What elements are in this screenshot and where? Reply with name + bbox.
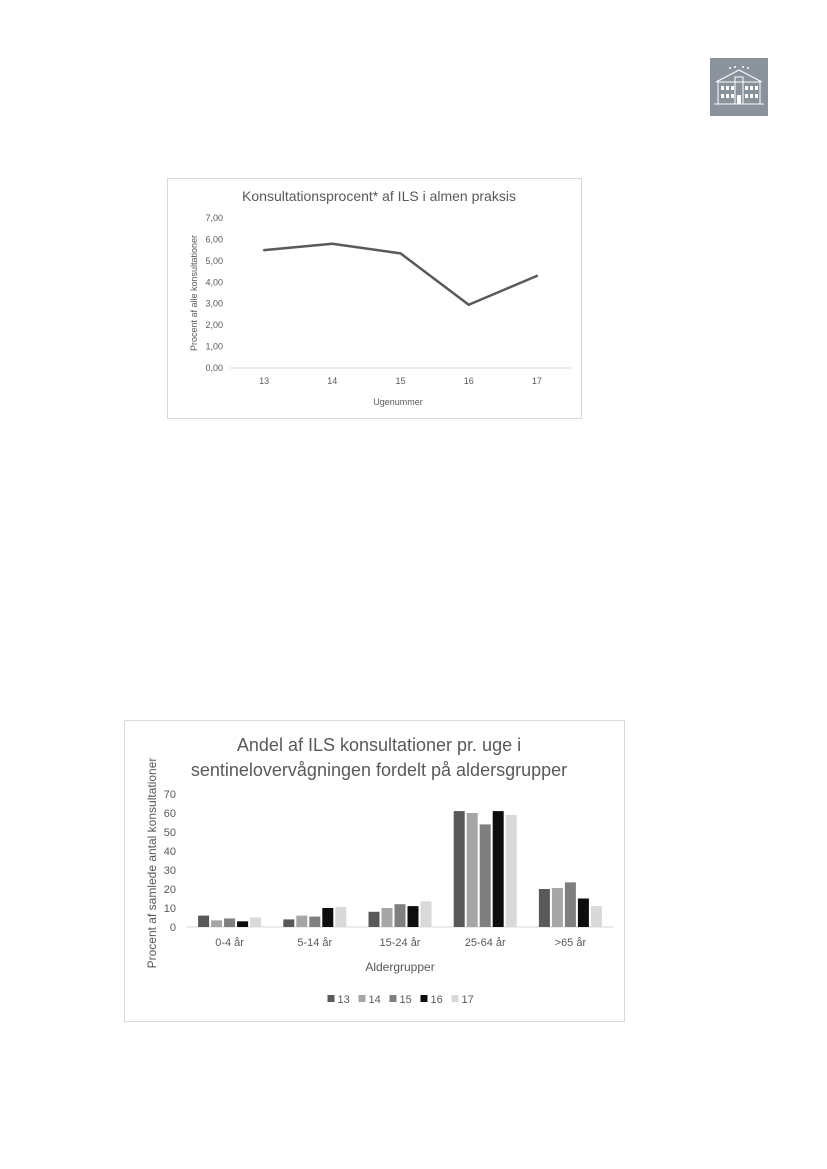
y-tick-label: 2,00 [205,320,223,331]
bar-16 [408,906,419,927]
legend-swatch [421,995,428,1002]
legend-label: 13 [337,994,350,1006]
bar-chart-age-groups [124,720,625,1022]
y-axis-label: Procent af samlede antal konsultationer [145,757,159,969]
bar-15 [395,904,406,927]
legend-label: 15 [399,994,412,1006]
legend [328,994,474,1006]
chart-title-line-2: sentinelovervågningen fordelt på aldersgrupper [190,760,568,780]
y-tick-label: 4,00 [205,277,223,288]
bar-17 [335,907,346,927]
data-point [468,304,470,306]
x-axis-label: Aldergrupper [365,960,435,974]
data-point [331,243,333,245]
legend-swatch [328,995,335,1002]
bar-14 [382,908,393,927]
bar-13 [283,919,294,927]
bar-chart-svg [125,721,624,1021]
bar-13 [454,811,465,927]
y-tick-label: 7,00 [205,213,223,223]
y-tick-label: 20 [163,884,176,896]
legend-label: 17 [461,994,474,1006]
x-tick-label: 25-64 år [464,937,506,949]
y-tick-label: 50 [163,827,176,839]
bar-17 [421,901,432,927]
legend-swatch [359,995,366,1002]
bar-14 [467,813,478,927]
y-tick-label: 10 [163,903,176,915]
y-tick-label: 5,00 [205,255,223,266]
x-tick-label: 14 [327,376,338,386]
x-tick-label: 16 [463,376,474,386]
bar-16 [237,921,248,927]
bar-13 [539,889,550,927]
bar-15 [309,917,320,927]
y-tick-label: 6,00 [205,234,223,245]
bar-14 [296,916,307,927]
chart-title: Konsultationsprocent* af ILS i almen praksis [242,188,516,204]
y-tick-label: 40 [163,846,176,858]
bar-17 [506,815,517,927]
bar-15 [480,824,491,927]
data-point [399,252,401,254]
y-tick-label: 60 [163,808,176,820]
line-chart-consultation-percent [167,178,582,419]
legend-swatch [452,995,459,1002]
bar-17 [250,918,261,928]
y-tick-label: 3,00 [205,298,223,309]
bar-13 [369,912,380,927]
bar-14 [211,920,222,927]
y-tick-label: 0,00 [205,363,223,373]
bar-16 [322,908,333,927]
data-point [263,249,265,251]
y-tick-label: 1,00 [205,341,223,352]
y-tick-label: 30 [163,865,176,877]
bar-17 [591,906,602,927]
bar-16 [493,811,504,927]
chart-title-line-1: Andel af ILS konsultationer pr. uge i [236,735,522,755]
bar-16 [578,899,589,928]
bar-14 [552,888,563,927]
x-tick-label: 15-24 år [379,937,421,949]
legend-swatch [390,995,397,1002]
bar-13 [198,916,209,927]
y-axis-label: Procent af alle konsultationer [189,234,199,352]
legend-label: 16 [430,994,443,1006]
data-point [536,275,538,277]
institution-logo [710,58,768,116]
legend-label: 14 [368,994,381,1006]
x-tick-label: 17 [531,376,542,386]
x-tick-label: 13 [259,376,270,386]
y-tick-label: 70 [163,789,176,801]
line-chart-svg [168,179,581,418]
x-axis-label: Ugenummer [373,397,423,407]
y-tick-label: 0 [169,922,176,934]
bar-15 [224,918,235,927]
x-tick-label: >65 år [554,937,587,949]
x-tick-label: 5-14 år [297,937,333,949]
building-logo-icon [710,58,768,116]
bar-15 [565,882,576,927]
x-tick-label: 0-4 år [215,937,244,949]
x-tick-label: 15 [395,376,406,386]
